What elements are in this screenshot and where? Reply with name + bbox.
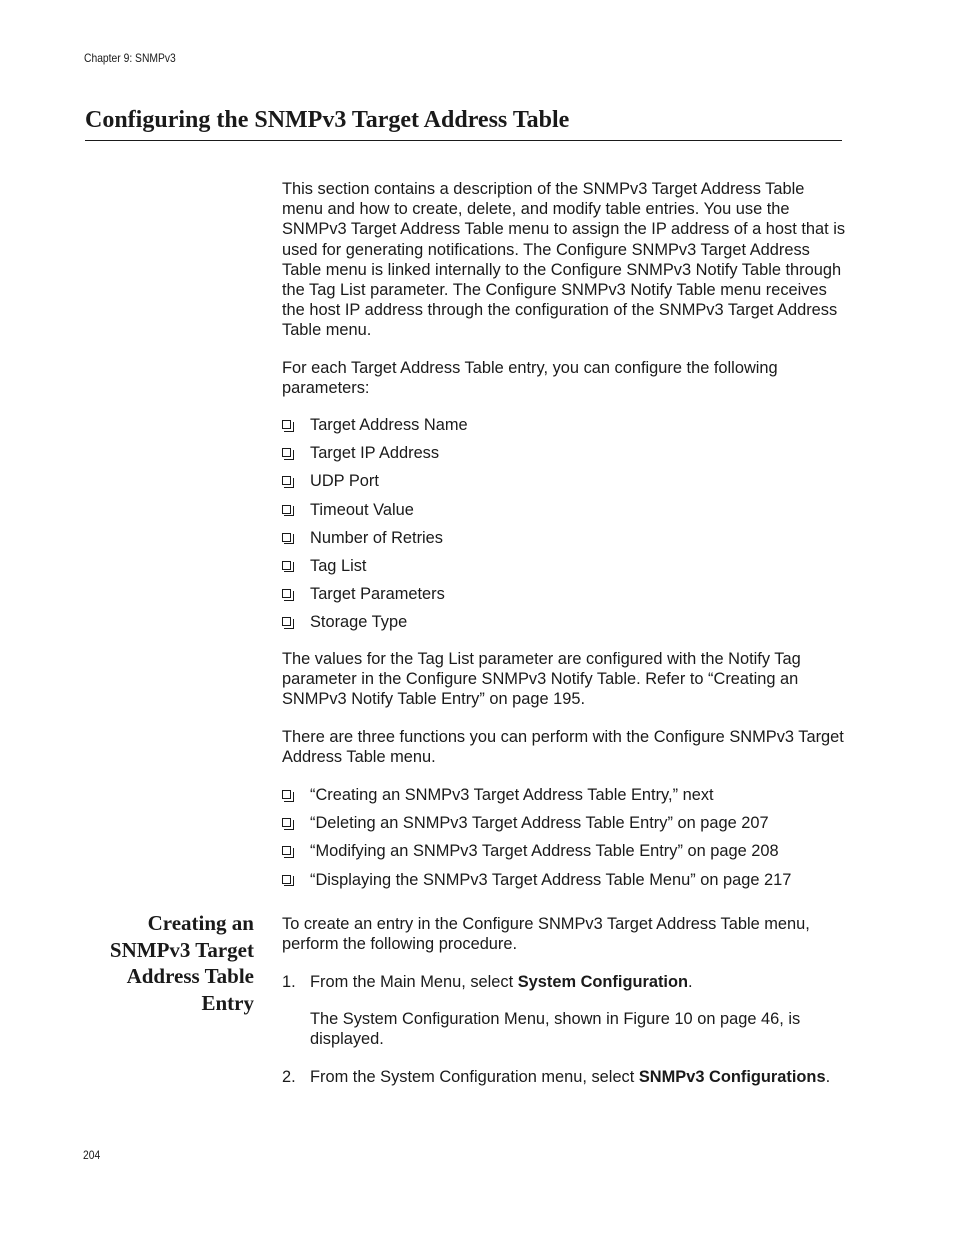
cross-reference-link[interactable]: “Displaying the SNMPv3 Target Address Table Menu” on page 217 — [310, 870, 792, 889]
cross-reference-link[interactable]: “Modifying an SNMPv3 Target Address Table Entry” on page 208 — [310, 842, 779, 861]
functions-intro-paragraph — [282, 727, 847, 767]
menu-option-name: SNMPv3 Configurations — [638, 1068, 826, 1086]
list-item — [282, 785, 847, 813]
checkbox-bullet-icon — [282, 533, 291, 542]
cross-reference-link[interactable]: “Deleting an SNMPv3 Target Address Table Entry” on page 207 — [310, 814, 769, 833]
list-item: Target IP Address — [282, 443, 847, 471]
list-item: Target Address Name — [282, 415, 847, 443]
tag-list-paragraph — [282, 649, 847, 710]
list-item: Target Parameters — [282, 584, 847, 612]
intro-text-2: For each Target Address Table entry, you can configure the following parameters: — [282, 359, 778, 398]
checkbox-bullet-icon — [282, 818, 291, 827]
cross-reference-link[interactable]: “Creating an SNMPv3 Target Address Table Entry,” next — [310, 786, 714, 804]
checkbox-bullet-icon — [282, 561, 291, 570]
checkbox-bullet-icon — [282, 420, 291, 429]
tag-list-text: The values for the Tag List parameter are configured with the Notify Tag parameter in the Configure SNMPv3 Notify Table. Refer to “Creating an SNMPv3 Notify Table Entry” on page 195. — [282, 650, 801, 709]
subsection-intro-text: To create an entry in the Configure SNMPv3 Target Address Table menu, perform the following procedure. — [282, 915, 810, 954]
chapter-header: Chapter 9: SNMPv3 — [84, 51, 176, 65]
subsection-intro-paragraph — [282, 914, 847, 954]
page-number: 204 — [83, 1148, 101, 1162]
checkbox-bullet-icon — [282, 617, 291, 626]
checkbox-bullet-icon — [282, 505, 291, 514]
list-item — [282, 841, 847, 869]
checkbox-bullet-icon — [282, 476, 291, 485]
step-note-text: The System Configuration Menu, shown in Figure 10 on page 46, is displayed. — [310, 1010, 801, 1049]
step-number: 2. — [282, 1068, 296, 1086]
checkbox-bullet-icon — [282, 846, 291, 855]
checkbox-bullet-icon — [282, 589, 291, 598]
checkbox-bullet-icon — [282, 448, 291, 457]
list-item: UDP Port — [282, 471, 847, 499]
parameter-list — [282, 415, 847, 641]
intro-paragraph-1 — [282, 179, 847, 341]
intro-paragraph-2 — [282, 358, 847, 398]
list-item: Number of Retries — [282, 528, 847, 556]
list-item — [282, 813, 847, 841]
list-item: Tag List — [282, 556, 847, 584]
functions-intro-text: There are three functions you can perform with the Configure SNMPv3 Target Address Table menu. — [282, 728, 844, 767]
checkbox-bullet-icon — [282, 790, 291, 799]
list-item: Timeout Value — [282, 500, 847, 528]
subsection-title: Creating an SNMPv3 Target Address Table Entry — [109, 911, 254, 1015]
list-item: Storage Type — [282, 612, 847, 640]
intro-text: This section contains a description of the SNMPv3 Target Address Table menu and how to create, delete, and modify table entries. You use the SNMPv3 Target Address Table menu to assign the IP address of a host that is used for generating notifications. The Configure SNMPv3 Target Address Table menu is linked internally to the Configure SNMPv3 Notify Table through the Tag List parameter. The Configure SNMPv3 Notify Table menu receives the host IP address through the configuration of the SNMPv3 Target Address Table menu. — [282, 180, 846, 340]
step-number: 1. — [282, 973, 296, 991]
title-rule — [85, 140, 842, 141]
checkbox-bullet-icon — [282, 875, 291, 884]
list-item — [282, 870, 847, 898]
function-list — [282, 785, 847, 898]
section-title: Configuring the SNMPv3 Target Address Table — [85, 107, 570, 133]
menu-option-name: System Configuration — [517, 973, 688, 991]
